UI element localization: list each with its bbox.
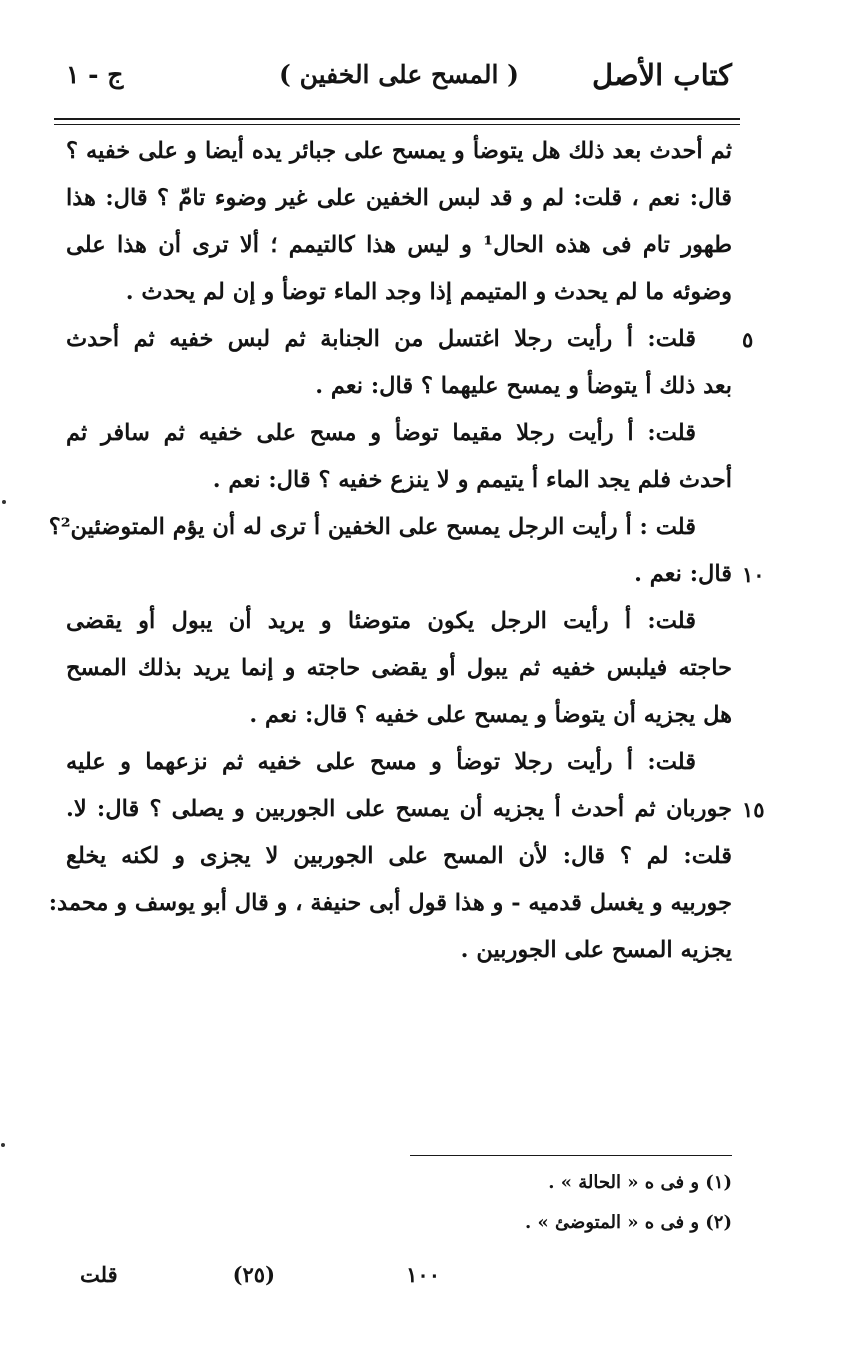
text-line: جوربيه و يغسل قدميه - و هذا قول أبى حنيفة ، و قال أبو يوسف و محمد: bbox=[48, 890, 732, 916]
signature-mark: (٢٥) bbox=[232, 1262, 275, 1287]
text-line: بعد ذلك أ يتوضأ و يمسح عليهما ؟ قال: نعم . bbox=[315, 373, 732, 399]
footnotes bbox=[390, 1163, 732, 1243]
scan-speck bbox=[2, 500, 6, 504]
text-line: قال: نعم . bbox=[634, 561, 732, 587]
line-number-15: ١٥ bbox=[742, 797, 765, 822]
text-line: قلت: لم ؟ قال: لأن المسح على الجوربين لا يجزى و لكنه يخلع bbox=[66, 843, 732, 869]
numbered-line-5 bbox=[66, 316, 754, 363]
catchword: قلت bbox=[80, 1262, 118, 1287]
line-number-10: ١٠ bbox=[742, 562, 765, 587]
text-line: قال: نعم ، قلت: لم و قد لبس الخفين على غير وضوء تامّ ؟ قال: هذا bbox=[66, 185, 732, 211]
text-line: جوربان ثم أحدث أ يجزيه أن يمسح على الجوربين و يصلى ؟ قال: لا. bbox=[66, 796, 732, 822]
scan-speck bbox=[1, 1143, 5, 1147]
numbered-line-10 bbox=[66, 551, 765, 598]
header-rule-thick bbox=[54, 118, 740, 120]
page-number: ١٠٠ bbox=[406, 1262, 440, 1287]
footnote-1: (١) و فى ه « الحالة » . bbox=[548, 1172, 732, 1193]
text-line: يجزيه المسح على الجوربين . bbox=[460, 937, 732, 963]
part-number: ج - ١ bbox=[66, 60, 124, 89]
running-header bbox=[66, 50, 732, 102]
header-rule-thin bbox=[54, 124, 740, 125]
footnote-rule bbox=[410, 1155, 732, 1156]
page-footer bbox=[80, 1262, 440, 1296]
text-line: طهور تام فى هذه الحال¹ و ليس هذا كالتيمم ؛ ألا ترى أن هذا على bbox=[66, 232, 732, 258]
text-line: حاجته فيلبس خفيه ثم يبول أو يقضى حاجته و إنما يريد بذلك المسح bbox=[66, 655, 732, 681]
text-line: قلت: أ رأيت رجلا مقيما توضأ و مسح على خفيه ثم سافر ثم bbox=[66, 420, 696, 446]
book-title: كتاب الأصل bbox=[592, 58, 732, 92]
text-line: وضوئه ما لم يحدث و المتيمم إذا وجد الماء توضأ و إن لم يحدث . bbox=[125, 279, 732, 305]
main-text bbox=[48, 128, 765, 974]
text-line: ثم أحدث بعد ذلك هل يتوضأ و يمسح على جبائر يده أيضا و على خفيه ؟ bbox=[66, 138, 732, 164]
text-line: قلت: أ رأيت الرجل يكون متوضئا و يريد أن يبول أو يقضى bbox=[66, 608, 696, 634]
chapter-title: ( المسح على الخفين ) bbox=[279, 60, 519, 89]
text-line: قلت: أ رأيت رجلا اغتسل من الجنابة ثم لبس خفيه ثم أحدث bbox=[66, 326, 696, 352]
text-line: قلت: أ رأيت رجلا توضأ و مسح على خفيه ثم نزعهما و عليه bbox=[66, 749, 696, 775]
text-line: أحدث فلم يجد الماء أ يتيمم و لا ينزع خفيه ؟ قال: نعم . bbox=[212, 467, 732, 493]
numbered-line-15 bbox=[66, 786, 765, 833]
text-line: قلت : أ رأيت الرجل يمسح على الخفين أ ترى له أن يؤم المتوضئين²؟ bbox=[48, 514, 696, 540]
line-number-5: ٥ bbox=[742, 327, 754, 352]
footnote-2: (٢) و فى ه « المتوضئ » . bbox=[525, 1212, 732, 1233]
text-line: هل يجزيه أن يتوضأ و يمسح على خفيه ؟ قال: نعم . bbox=[249, 702, 732, 728]
